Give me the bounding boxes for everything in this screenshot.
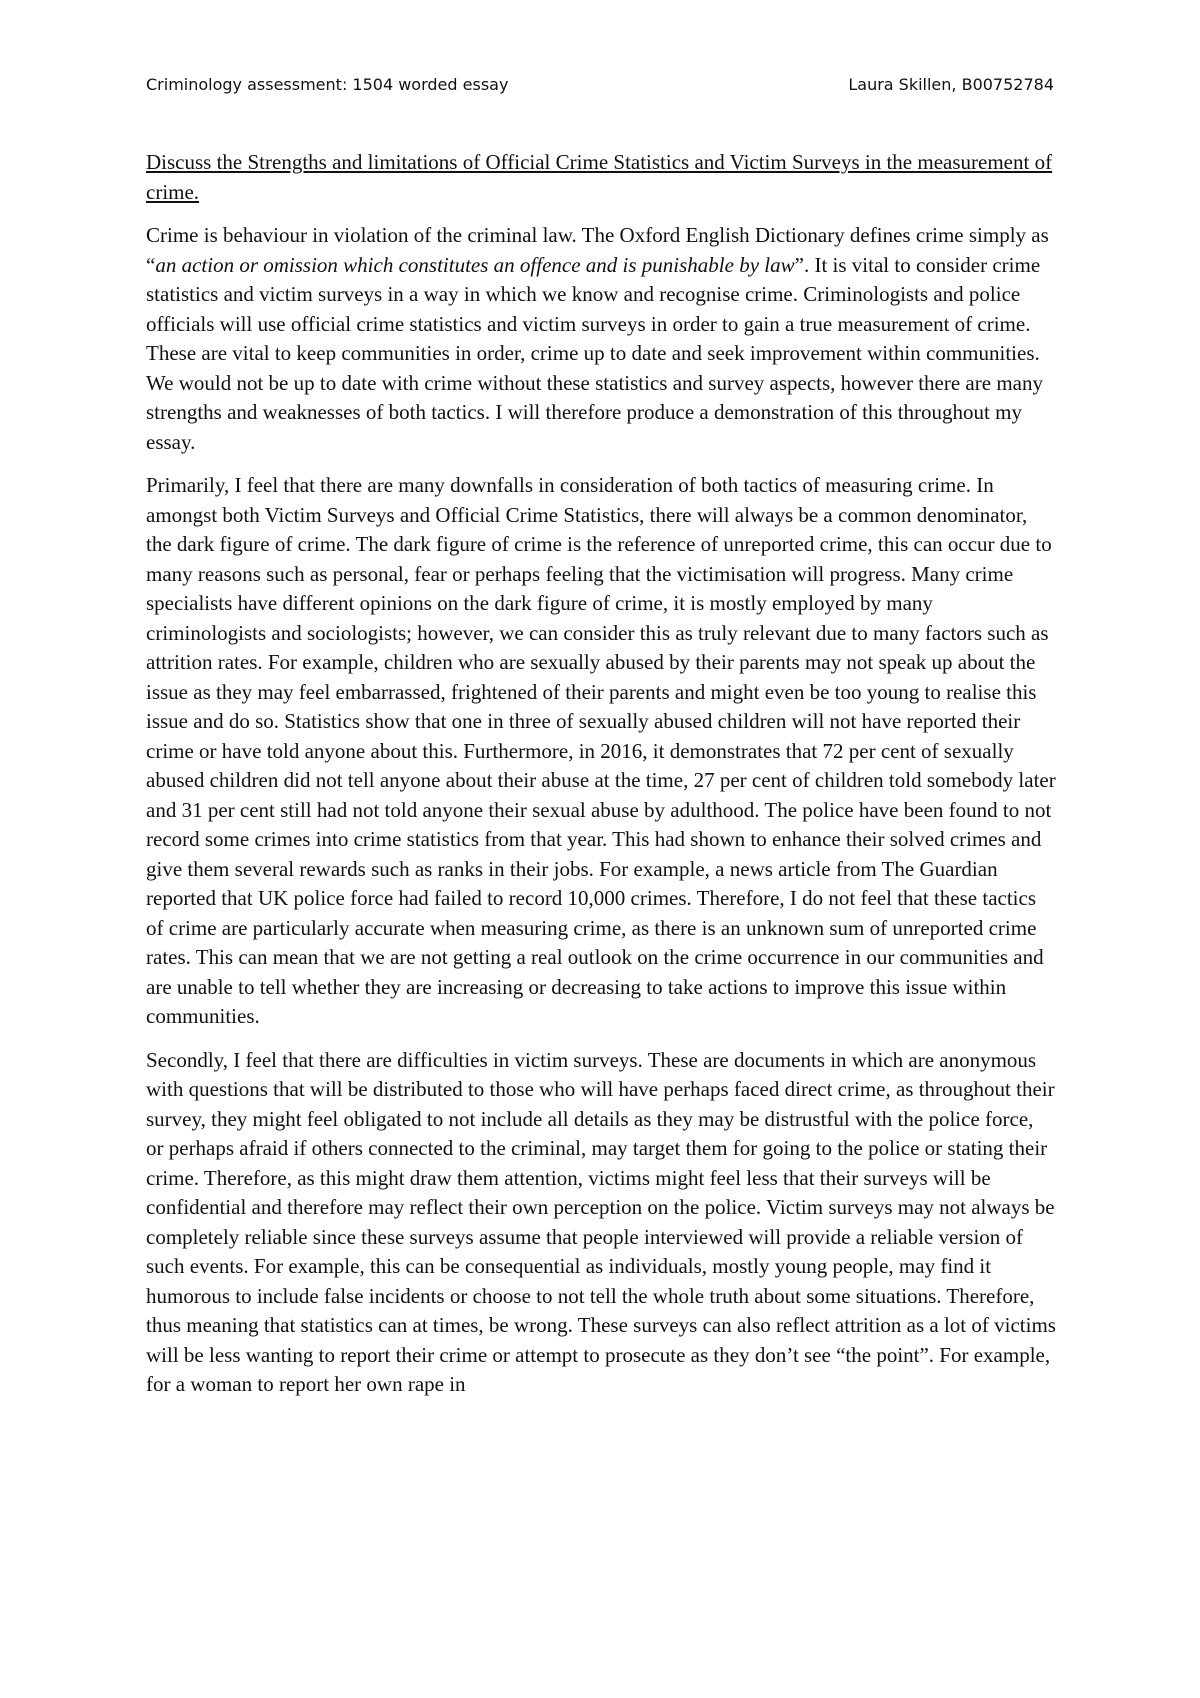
essay-paragraph-2: Primarily, I feel that there are many downfalls in consideration of both tactics of measuring crime. In amongst both Victim Surveys and Official Crime Statistics, there will always be a common denominator, the dark figure of crime. The dark figure of crime is the reference of unreported crime, this can occur due to many reasons such as personal, fear or perhaps feeling that the victimisation will progress. Many crime specialists have different opinions on the dark figure of crime, it is mostly employed by many criminologists and sociologists; however, we can consider this as truly relevant due to many factors such as attrition rates. For example, children who are sexually abused by their parents may not speak up about the issue as they may feel embarrassed, frightened of their parents and might even be too young to realise this issue and do so. Statistics show that one in three of sexually abused children will not have reported their crime or have told anyone about this. Furthermore, in 2016, it demonstrates that 72 per cent of sexually abused children did not tell anyone about their abuse at the time, 27 per cent of children told somebody later and 31 per cent still had not told anyone their sexual abuse by adulthood. The police have been found to not record some crimes into crime statistics from that year. This had shown to enhance their solved crimes and give them several rewards such as ranks in their jobs. For example, a news article from The Guardian reported that UK police force had failed to record 10,000 crimes. Therefore, I do not feel that these tactics of crime are particularly accurate when measuring crime, as there is an unknown sum of unreported crime rates. This can mean that we are not getting a real outlook on the crime occurrence in our communities and are unable to tell whether they are increasing or decreasing to take actions to improve this issue within communities.	[146, 473, 1056, 1028]
page-header	[146, 75, 1054, 99]
essay-body	[146, 148, 1056, 1414]
essay-paragraph-3: Secondly, I feel that there are difficulties in victim surveys. These are documents in which are anonymous with questions that will be distributed to those who will have perhaps faced direct crime, as throughout their survey, they might feel obligated to not include all details as they may be distrustful with the police force, or perhaps afraid if others connected to the criminal, may target them for going to the police or stating their crime. Therefore, as this might draw them attention, victims might feel less that their surveys will be confidential and therefore may reflect their own perception on the police. Victim surveys may not always be completely reliable since these surveys assume that people interviewed will provide a reliable version of such events. For example, this can be consequential as individuals, mostly young people, may find it humorous to include false incidents or choose to not tell the whole truth about some situations. Therefore, thus meaning that statistics can at times, be wrong. These surveys can also reflect attrition as a lot of victims will be less wanting to report their crime or attempt to prosecute as they don’t see “the point”. For example, for a woman to report her own rape in	[146, 1047, 1056, 1396]
essay-title: Discuss the Strengths and limitations of Official Crime Statistics and Victim Surveys in the measurement of crime.	[146, 150, 1053, 204]
dictionary-quote: an action or omission which constitutes an offence and is punishable by law	[155, 252, 795, 277]
essay-paragraph-intro	[146, 221, 1056, 457]
header-course-title: Criminology assessment: 1504 worded essay	[146, 75, 509, 94]
intro-text-end: ”. It is vital to consider crime statistics and victim surveys in a way in which we know and recognise crime. Criminologists and police officials will use official crime statistics and victim surveys in order to gain a true measurement of crime. These are vital to keep communities in order, crime up to date and seek improvement within communities. We would not be up to date with crime without these statistics and survey aspects, however there are many strengths and weaknesses of both tactics. I will therefore produce a demonstration of this throughout my essay.	[146, 252, 1043, 454]
header-author: Laura Skillen, B00752784	[848, 75, 1054, 94]
intro-text-start: Crime is behaviour in violation of the criminal law. The Oxford English Dictionary defines crime simply as “	[146, 223, 1049, 277]
